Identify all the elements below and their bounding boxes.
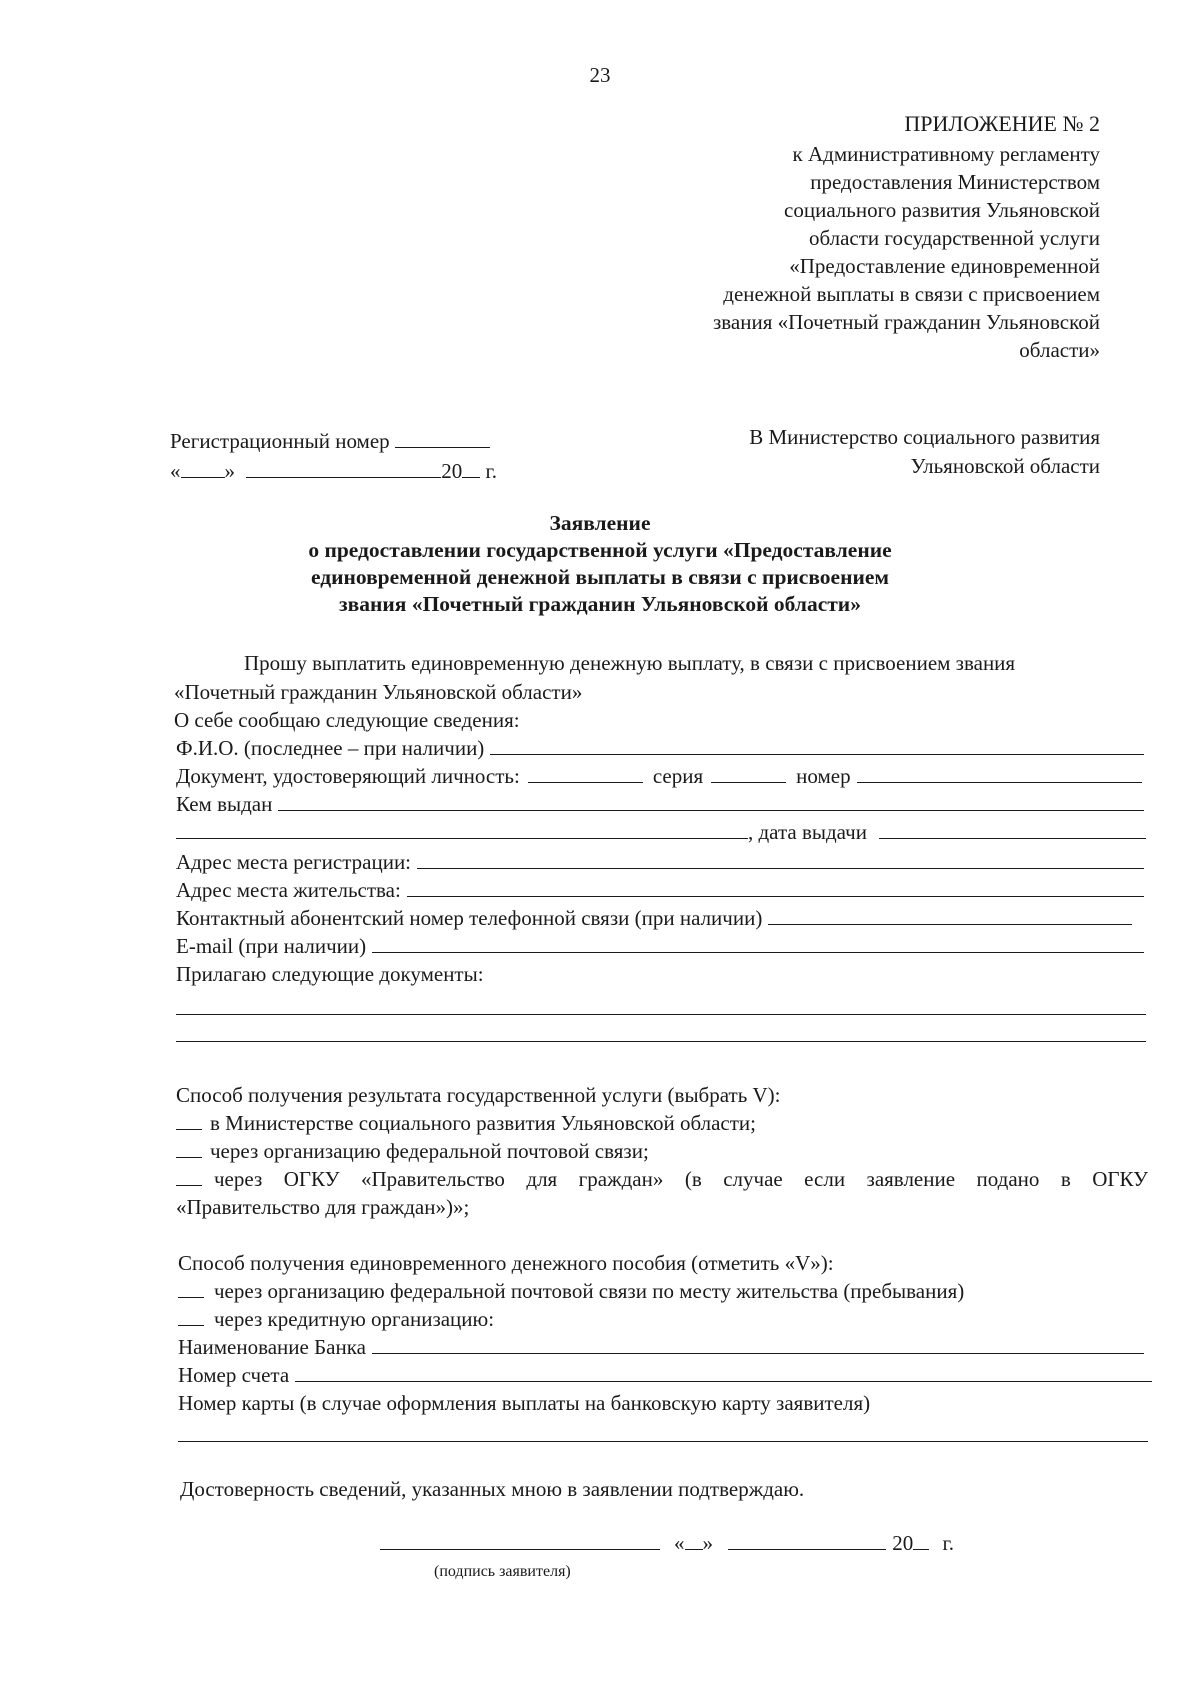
- heading-line: звания «Почетный гражданин Ульяновской области»: [339, 592, 861, 616]
- issue-date-field[interactable]: [879, 837, 1146, 839]
- issued-by-label: Кем выдан: [176, 792, 273, 816]
- payment-method-title: Способ получения единовременного денежного пособия (отметить «V»):: [178, 1251, 834, 1275]
- page-number: 23: [589, 63, 611, 87]
- account-label: Номер счета: [178, 1363, 290, 1387]
- registration-year-field[interactable]: [462, 476, 480, 478]
- result-option1-label: в Министерстве социального развития Ульяновской области;: [210, 1111, 756, 1135]
- number-label: номер: [796, 764, 851, 788]
- registration-number-field[interactable]: [395, 446, 490, 448]
- reg-address-row: [176, 849, 1144, 876]
- email-row: [176, 933, 1144, 960]
- registration-year-suffix: г.: [485, 459, 497, 483]
- heading-line: о предоставлении государственной услуги «Предоставление: [308, 538, 892, 562]
- fio-field[interactable]: [490, 753, 1144, 755]
- phone-row: [176, 905, 1132, 932]
- document-row: [176, 763, 1142, 790]
- issued-by-row: [176, 791, 1144, 818]
- signature-quote-close: »: [702, 1531, 713, 1555]
- payment-option2-checkbox[interactable]: [178, 1324, 204, 1326]
- fio-row: [176, 735, 1144, 762]
- attach-label: Прилагаю следующие документы:: [176, 962, 484, 986]
- result-option1-checkbox[interactable]: [176, 1128, 202, 1130]
- payment-option2: [178, 1306, 494, 1333]
- bank-label: Наименование Банка: [178, 1335, 366, 1359]
- number-field[interactable]: [857, 781, 1142, 783]
- fio-label: Ф.И.О. (последнее – при наличии): [176, 736, 485, 760]
- bank-field[interactable]: [372, 1352, 1144, 1354]
- attach-field-line2[interactable]: [176, 1041, 1146, 1042]
- request-line1: Прошу выплатить единовременную денежную выплату, в связи с присвоением звания: [244, 651, 1016, 675]
- phone-field[interactable]: [768, 923, 1132, 925]
- email-field[interactable]: [372, 951, 1144, 953]
- result-option2-label: через организацию федеральной почтовой связи;: [210, 1139, 649, 1163]
- addressee-line1: В Министерство социального развития: [749, 425, 1100, 449]
- result-option2: [176, 1138, 649, 1165]
- registration-month-field[interactable]: [246, 476, 441, 478]
- issue-date-row: [176, 819, 1146, 846]
- registration-day-field[interactable]: [181, 476, 225, 478]
- addressee-line2: Ульяновской области: [910, 454, 1100, 478]
- registration-number: [170, 428, 490, 455]
- live-address-field[interactable]: [407, 895, 1144, 897]
- bank-row: [178, 1334, 1144, 1361]
- attach-field-line1[interactable]: [176, 1014, 1146, 1015]
- account-field[interactable]: [295, 1380, 1152, 1382]
- result-option3-continued: «Правительство для граждан»)»;: [176, 1195, 470, 1219]
- issued-by-field-continued[interactable]: [176, 837, 748, 839]
- appendix-line: области государственной услуги: [808, 226, 1100, 250]
- signature-quote-open: «: [674, 1531, 685, 1555]
- reg-address-field[interactable]: [417, 867, 1144, 869]
- registration-year: 20: [441, 459, 463, 483]
- appendix-title: ПРИЛОЖЕНИЕ № 2: [904, 111, 1100, 136]
- result-option3-label: через ОГКУ «Правительство для граждан» (в случае если заявление подано в ОГКУ: [214, 1167, 1148, 1191]
- card-label: Номер карты (в случае оформления выплаты на банковскую карту заявителя): [178, 1391, 871, 1415]
- result-option1: [176, 1110, 756, 1137]
- appendix-line: к Административному регламенту: [792, 142, 1100, 166]
- registration-label: Регистрационный номер: [170, 429, 390, 453]
- signature-caption: (подпись заявителя): [434, 1563, 571, 1580]
- signature-year-field[interactable]: [913, 1548, 929, 1550]
- series-label: серия: [652, 764, 704, 788]
- appendix-line: звания «Почетный гражданин Ульяновской: [712, 310, 1100, 334]
- document-label: Документ, удостоверяющий личность:: [176, 764, 520, 788]
- account-row: [178, 1362, 1152, 1389]
- appendix-line: предоставления Министерством: [810, 170, 1100, 194]
- document-type-field[interactable]: [528, 781, 643, 783]
- reg-address-label: Адрес места регистрации:: [176, 850, 412, 874]
- quote-close: »: [224, 459, 235, 483]
- result-method-title: Способ получения результата государственной услуги (выбрать V):: [176, 1083, 781, 1107]
- live-address-row: [176, 877, 1144, 904]
- signature-month-field[interactable]: [728, 1548, 886, 1550]
- payment-option1: [178, 1278, 964, 1305]
- signature-row: [380, 1530, 954, 1557]
- result-option2-checkbox[interactable]: [176, 1156, 202, 1158]
- heading-line: Заявление: [549, 511, 651, 535]
- signature-field[interactable]: [380, 1548, 660, 1550]
- quote-open: «: [170, 459, 181, 483]
- live-address-label: Адрес места жительства:: [176, 878, 401, 902]
- signature-day-field[interactable]: [685, 1548, 703, 1550]
- card-field[interactable]: [178, 1441, 1148, 1442]
- appendix-line: «Предоставление единовременной: [789, 254, 1100, 278]
- registration-date: [170, 458, 497, 485]
- phone-label: Контактный абонентский номер телефонной связи (при наличии): [176, 906, 763, 930]
- payment-option2-label: через кредитную организацию:: [214, 1307, 495, 1331]
- result-option3: [176, 1166, 1148, 1193]
- signature-year: 20: [892, 1531, 914, 1555]
- result-option3-checkbox[interactable]: [176, 1184, 202, 1186]
- appendix-line: области»: [1019, 338, 1100, 362]
- confirmation-text: Достоверность сведений, указанных мною в заявлении подтверждаю.: [180, 1477, 805, 1501]
- series-field[interactable]: [711, 781, 786, 783]
- appendix-line: социального развития Ульяновской: [784, 198, 1100, 222]
- appendix-line: денежной выплаты в связи с присвоением: [723, 282, 1100, 306]
- issued-by-field[interactable]: [278, 809, 1144, 811]
- signature-year-suffix: г.: [942, 1531, 954, 1555]
- issue-date-label: , дата выдачи: [748, 820, 867, 844]
- request-line2: «Почетный гражданин Ульяновской области»: [174, 680, 583, 704]
- payment-option1-checkbox[interactable]: [178, 1296, 204, 1298]
- email-label: E-mail (при наличии): [176, 934, 367, 958]
- info-intro: О себе сообщаю следующие сведения:: [174, 708, 520, 732]
- heading-line: единовременной денежной выплаты в связи с присвоением: [310, 565, 890, 589]
- payment-option1-label: через организацию федеральной почтовой связи по месту жительства (пребывания): [214, 1279, 965, 1303]
